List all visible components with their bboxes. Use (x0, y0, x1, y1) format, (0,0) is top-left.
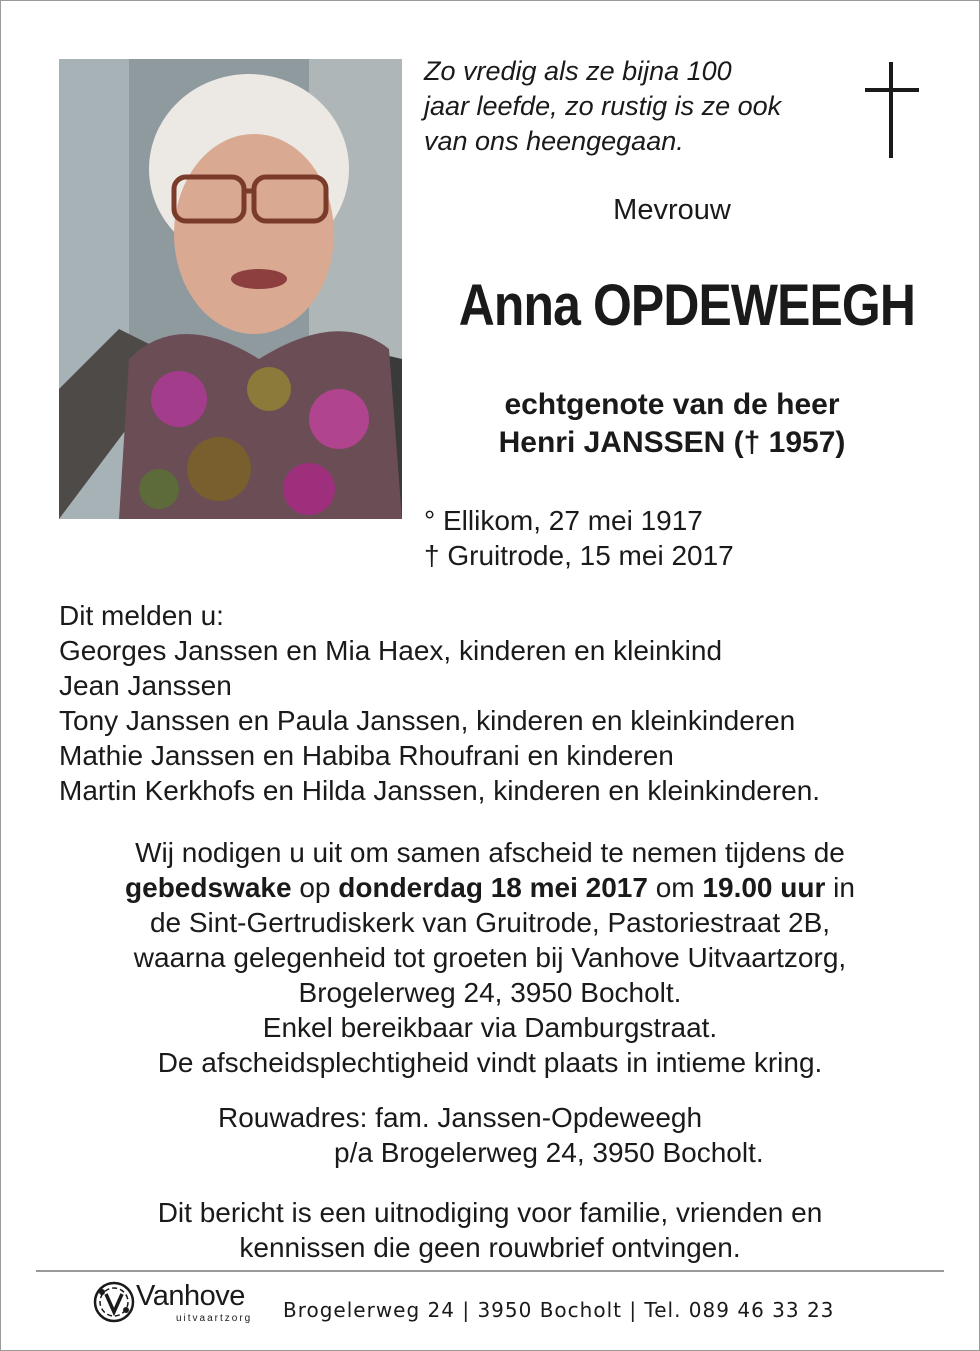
event-name: gebedswake (125, 872, 292, 903)
invitation (40, 835, 940, 1080)
mourning-address (218, 1100, 764, 1170)
birth-date: ° Ellikom, 27 mei 1917 (424, 505, 703, 536)
family-line: Mathie Janssen en Habiba Rhoufrani en kinderen (59, 740, 674, 771)
invite-text: op (291, 872, 339, 903)
invite-line: Wij nodigen u uit om samen afscheid te nemen tijdens de (135, 837, 845, 868)
invite-text: om (647, 872, 703, 903)
honorific: Mevrouw (613, 194, 731, 226)
family-line: Georges Janssen en Mia Haex, kinderen en kleinkind (59, 635, 723, 666)
notice-line: kennissen die geen rouwbrief ontvingen. (239, 1232, 741, 1263)
notice-line: Dit bericht is een uitnodiging voor familie, vrienden en (157, 1197, 823, 1228)
quote-line: van ons heengegaan. (424, 126, 684, 156)
event-date: donderdag 18 mei 2017 (338, 872, 648, 903)
spouse-line: echtgenote van de heer (504, 388, 840, 421)
spouse-info (424, 386, 920, 462)
vanhove-logo-icon (92, 1280, 136, 1324)
portrait-photo (59, 59, 402, 519)
invite-line: waarna gelegenheid tot groeten bij Vanhove Uitvaartzorg, (133, 942, 847, 973)
death-date: † Gruitrode, 15 mei 2017 (424, 540, 734, 571)
deceased-name: Anna OPDEWEEGH (458, 273, 916, 338)
footer-divider (36, 1270, 944, 1272)
quote-line: Zo vredig als ze bijna 100 (424, 56, 732, 86)
logo-name: Vanhove (136, 1280, 245, 1312)
event-time: 19.00 uur (702, 872, 826, 903)
family-line: Jean Janssen (59, 670, 232, 701)
invite-line: de Sint-Gertrudiskerk van Gruitrode, Pastoriestraat 2B, (149, 907, 831, 938)
family-line: Tony Janssen en Paula Janssen, kinderen en kleinkinderen (59, 705, 796, 736)
invite-line: De afscheidsplechtigheid vindt plaats in intieme kring. (157, 1047, 823, 1078)
quote-line: jaar leefde, zo rustig is ze ook (424, 91, 782, 121)
family-announcement (59, 598, 820, 808)
logo-subtitle: uitvaartzorg (176, 1313, 253, 1324)
family-line: Martin Kerkhofs en Hilda Janssen, kinderen en kleinkinderen. (59, 775, 821, 806)
life-dates (424, 503, 734, 573)
notice-text (40, 1195, 940, 1265)
address-line: p/a Brogelerweg 24, 3950 Bocholt. (334, 1137, 764, 1168)
announce-intro: Dit melden u: (59, 600, 224, 631)
latin-cross-icon (862, 62, 922, 158)
invite-line: Enkel bereikbaar via Damburgstraat. (262, 1012, 718, 1043)
address-line: Rouwadres: fam. Janssen-Opdeweegh (218, 1102, 703, 1133)
funeral-home-logo (92, 1278, 272, 1330)
invite-line: Brogelerweg 24, 3950 Bocholt. (298, 977, 682, 1008)
invite-text: in (825, 872, 855, 903)
invite-line (40, 870, 940, 905)
memorial-quote (424, 54, 844, 159)
spouse-line: Henri JANSSEN († 1957) (498, 426, 846, 459)
contact-info: Brogelerweg 24 | 3950 Bocholt | Tel. 089 46 33 23 (283, 1298, 835, 1322)
